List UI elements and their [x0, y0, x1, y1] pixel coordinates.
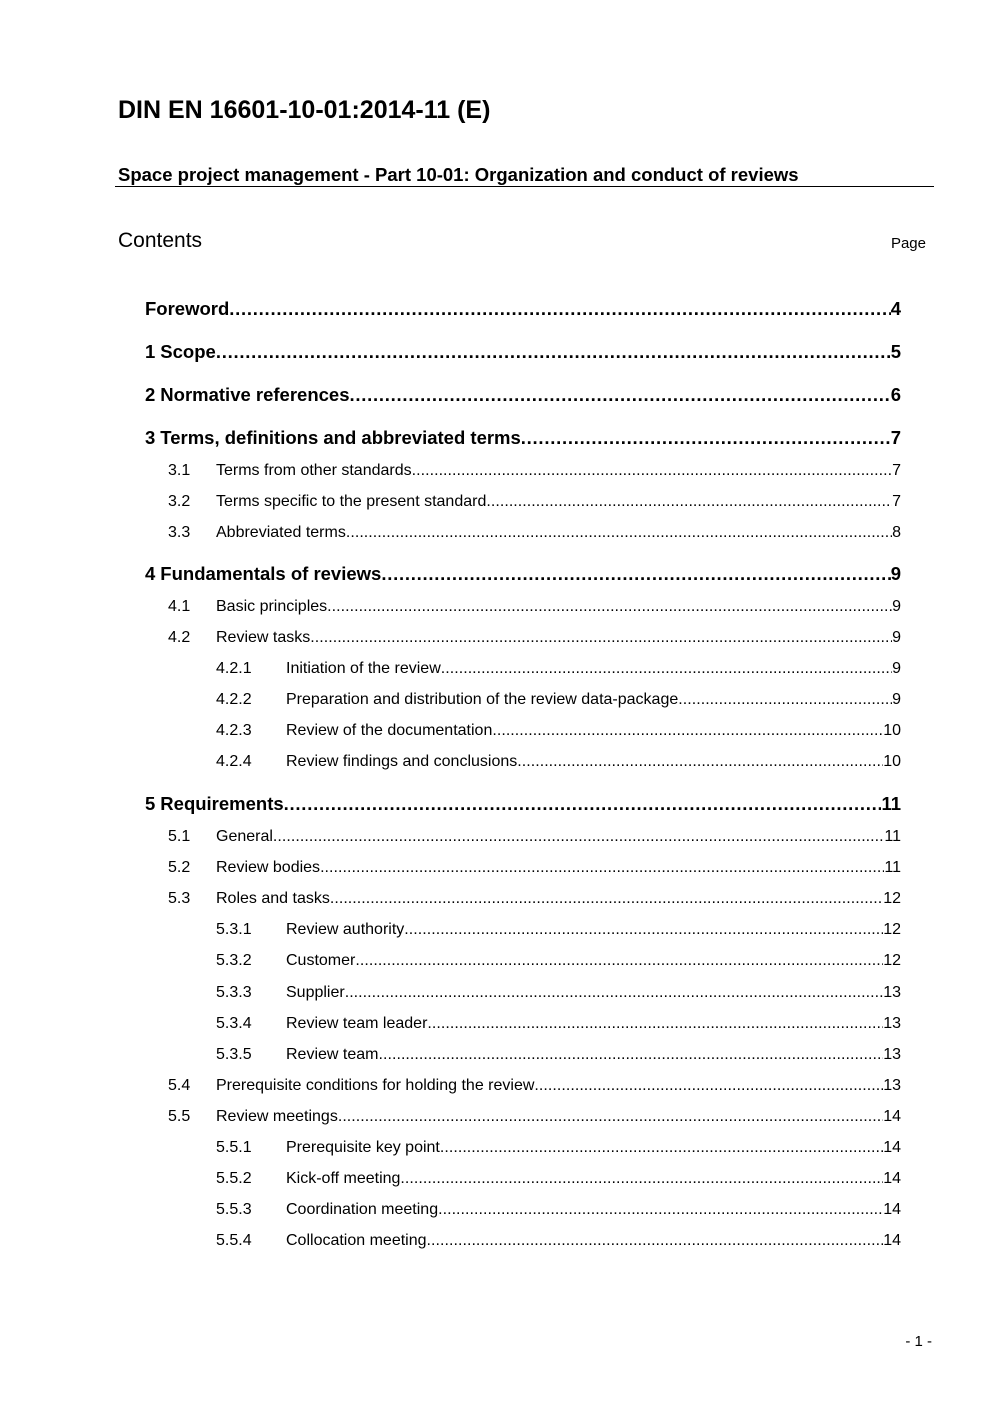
toc-entry-number: 3.3 [168, 524, 191, 541]
toc-entry-5-5-1[interactable] [216, 1137, 901, 1159]
dot-leader [273, 826, 884, 848]
toc-entry-page: 11 [884, 828, 901, 845]
toc-entry-number: 5.3.3 [216, 984, 252, 1001]
dot-leader [404, 919, 883, 941]
toc-entry-number: 1 [145, 341, 156, 362]
dot-leader [400, 1168, 883, 1190]
toc-entry-4-2[interactable] [168, 627, 901, 649]
toc-entry-4-2-4[interactable] [216, 751, 901, 773]
page-column-label: Page [890, 235, 926, 252]
toc-entry-3[interactable] [145, 427, 901, 449]
toc-entry-label: Terms from other standards [216, 462, 412, 479]
toc-entry-label: Supplier [286, 984, 345, 1001]
toc-entry-5-4[interactable] [168, 1075, 901, 1097]
toc-entry-5-5[interactable] [168, 1106, 901, 1128]
toc-entry-number: 5.3 [168, 890, 191, 907]
toc-entry-label: Kick-off meeting [286, 1170, 401, 1187]
toc-entry-number: 5.5 [168, 1108, 191, 1125]
toc-entry-number: 2 [145, 384, 156, 405]
toc-entry-number: 4.2.3 [216, 722, 252, 739]
dot-leader [441, 658, 892, 680]
toc-entry-label: Requirements [160, 793, 284, 814]
toc-entry-4-2-2[interactable] [216, 689, 901, 711]
toc-entry-number: 5.3.4 [216, 1015, 252, 1032]
toc-entry-5-1[interactable] [168, 826, 901, 848]
toc-entry-page: 14 [883, 1201, 901, 1218]
toc-entry-label: Scope [160, 341, 216, 362]
toc-entry-label: Review meetings [216, 1108, 338, 1125]
page-number: - 1 - [905, 1333, 932, 1350]
toc-entry-page: 10 [883, 722, 901, 739]
toc-entry-page: 14 [883, 1232, 901, 1249]
toc-entry-number: 5.1 [168, 828, 191, 845]
toc-entry-5-3-3[interactable] [216, 982, 901, 1004]
dot-leader [327, 596, 892, 618]
toc-entry-label: Initiation of the review [286, 660, 441, 677]
toc-entry-label: Prerequisite key point [286, 1139, 440, 1156]
toc-entry-5[interactable] [145, 793, 901, 815]
toc-entry-page: 14 [883, 1139, 901, 1156]
toc-entry-4-2-1[interactable] [216, 658, 901, 680]
toc-entry-page: 11 [884, 859, 901, 876]
toc-entry-number: 4.2 [168, 629, 191, 646]
toc-entry-number: 5.3.2 [216, 952, 252, 969]
toc-entry-number: 4.1 [168, 598, 191, 615]
toc-entry-label: Abbreviated terms [216, 524, 346, 541]
toc-entry-label: Review of the documentation [286, 722, 493, 739]
toc-entry-label: Prerequisite conditions for holding the review [216, 1077, 535, 1094]
toc-entry-page: 9 [892, 598, 901, 615]
dot-leader [284, 793, 882, 815]
toc-entry-page: 7 [892, 493, 901, 510]
toc-entry-number: 3 [145, 427, 156, 448]
toc-entry-foreword[interactable] [145, 298, 901, 320]
dot-leader [534, 1075, 883, 1097]
toc-entry-label: Fundamentals of reviews [160, 563, 382, 584]
dot-leader [216, 341, 891, 363]
toc-entry-number: 4 [145, 563, 156, 584]
dot-leader [330, 888, 883, 910]
document-subtitle: Space project management - Part 10-01: Organization and conduct of reviews [118, 164, 799, 185]
toc-entry-label: Review tasks [216, 629, 311, 646]
toc-entry-label: Collocation meeting [286, 1232, 427, 1249]
toc-entry-page: 11 [881, 793, 901, 814]
toc-entry-number: 4.2.4 [216, 753, 252, 770]
toc-entry-page: 9 [892, 629, 901, 646]
toc-entry-5-5-2[interactable] [216, 1168, 901, 1190]
toc-entry-page: 13 [883, 1046, 901, 1063]
toc-entry-3-2[interactable] [168, 491, 901, 513]
toc-entry-5-3-4[interactable] [216, 1013, 901, 1035]
toc-entry-5-3-1[interactable] [216, 919, 901, 941]
toc-entry-4[interactable] [145, 563, 901, 585]
document-id: DIN EN 16601-10-01:2014-11 (E) [118, 96, 491, 124]
dot-leader [381, 563, 890, 585]
toc-entry-label: Coordination meeting [286, 1201, 439, 1218]
toc-entry-page: 13 [883, 1077, 901, 1094]
toc-entry-label: Basic principles [216, 598, 328, 615]
toc-entry-page: 13 [883, 1015, 901, 1032]
toc-entry-page: 9 [892, 660, 901, 677]
toc-entry-5-2[interactable] [168, 857, 901, 879]
toc-entry-5-3-5[interactable] [216, 1044, 901, 1066]
toc-entry-page: 10 [883, 753, 901, 770]
dot-leader [355, 950, 883, 972]
toc-entry-page: 6 [890, 384, 901, 405]
toc-entry-label: Review findings and conclusions [286, 753, 518, 770]
toc-entry-page: 13 [883, 984, 901, 1001]
toc-entry-number: 5 [145, 793, 156, 814]
toc-entry-label: Foreword [145, 298, 230, 319]
toc-entry-page: 8 [892, 524, 901, 541]
dot-leader [310, 627, 892, 649]
toc-entry-5-5-3[interactable] [216, 1199, 901, 1221]
toc-entry-label: Terms specific to the present standard [216, 493, 487, 510]
dot-leader [229, 298, 890, 320]
dot-leader [350, 384, 891, 406]
toc-entry-number: 3.1 [168, 462, 191, 479]
toc-entry-4-2-3[interactable] [216, 720, 901, 742]
dot-leader [412, 460, 892, 482]
toc-entry-number: 5.5.1 [216, 1139, 252, 1156]
toc-entry-label: Review team [286, 1046, 379, 1063]
toc-entry-page: 14 [883, 1108, 901, 1125]
toc-entry-page: 9 [892, 691, 901, 708]
dot-leader [378, 1044, 883, 1066]
toc-entry-label: Terms, definitions and abbreviated terms [160, 427, 521, 448]
toc-entry-label: Customer [286, 952, 356, 969]
dot-leader [492, 720, 883, 742]
toc-entry-3-3[interactable] [168, 522, 901, 544]
toc-entry-label: General [216, 828, 273, 845]
dot-leader [346, 522, 892, 544]
dot-leader [427, 1013, 883, 1035]
toc-entry-number: 5.3.5 [216, 1046, 252, 1063]
contents-heading: Contents [118, 229, 203, 252]
dot-leader [320, 857, 884, 879]
toc-entry-4-1[interactable] [168, 596, 901, 618]
dot-leader [521, 427, 891, 449]
toc-entry-2[interactable] [145, 384, 901, 406]
toc-entry-label: Preparation and distribution of the review data-package [286, 691, 679, 708]
toc-entry-5-5-4[interactable] [216, 1230, 901, 1252]
dot-leader [440, 1137, 883, 1159]
dot-leader [427, 1230, 884, 1252]
toc-entry-1[interactable] [145, 341, 901, 363]
toc-entry-page: 4 [890, 298, 901, 319]
title-rule [115, 186, 934, 187]
toc-entry-page: 12 [883, 921, 901, 938]
toc-entry-page: 7 [890, 427, 901, 448]
dot-leader [438, 1199, 883, 1221]
toc-entry-number: 5.2 [168, 859, 191, 876]
toc-entry-number: 5.5.4 [216, 1232, 252, 1249]
toc-entry-label: Review team leader [286, 1015, 428, 1032]
toc-entry-number: 4.2.2 [216, 691, 252, 708]
toc-entry-label: Roles and tasks [216, 890, 330, 907]
toc-entry-number: 3.2 [168, 493, 191, 510]
dot-leader [338, 1106, 883, 1128]
toc-entry-label: Normative references [160, 384, 350, 405]
toc-entry-5-3[interactable] [168, 888, 901, 910]
toc-entry-number: 5.3.1 [216, 921, 252, 938]
toc-entry-5-3-2[interactable] [216, 950, 901, 972]
toc-entry-number: 5.5.2 [216, 1170, 252, 1187]
toc-entry-label: Review bodies [216, 859, 321, 876]
toc-entry-number: 5.4 [168, 1077, 191, 1094]
toc-entry-page: 14 [883, 1170, 901, 1187]
dot-leader [486, 491, 892, 513]
dot-leader [345, 982, 884, 1004]
toc-entry-number: 5.5.3 [216, 1201, 252, 1218]
toc-entry-page: 7 [892, 462, 901, 479]
toc-entry-number: 4.2.1 [216, 660, 252, 677]
toc-entry-page: 5 [890, 341, 901, 362]
toc-entry-label: Review authority [286, 921, 405, 938]
toc-entry-3-1[interactable] [168, 460, 901, 482]
dot-leader [517, 751, 883, 773]
toc-entry-page: 12 [883, 952, 901, 969]
dot-leader [678, 689, 892, 711]
toc-entry-page: 9 [890, 563, 901, 584]
toc-entry-page: 12 [883, 890, 901, 907]
